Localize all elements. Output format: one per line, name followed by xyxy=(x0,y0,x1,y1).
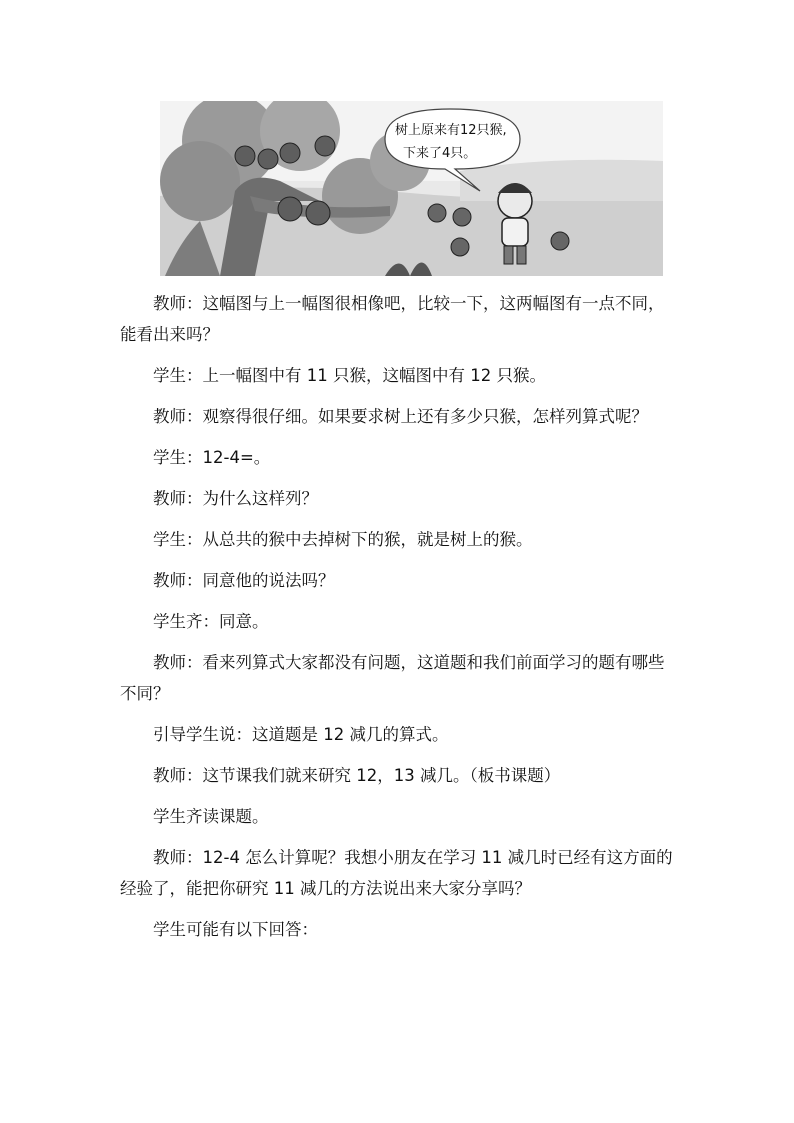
paragraph: 教师：观察得很仔细。如果要求树上还有多少只猴，怎样列算式呢？ xyxy=(153,407,648,426)
paragraph: 教师：为什么这样列？ xyxy=(153,489,318,508)
speech-bubble-line-1: 树上原来有12只猴, xyxy=(395,123,507,138)
paragraph: 学生可能有以下回答： xyxy=(153,920,318,939)
paragraph: 教师：12-4 怎么计算呢？我想小朋友在学习 11 减几时已经有这方面的经验了，能把你研究 11 减几的方法说出来大家分享吗？ xyxy=(120,848,673,898)
paragraph: 学生齐读课题。 xyxy=(153,807,269,826)
paragraph: 学生：从总共的猴中去掉树下的猴，就是树上的猴。 xyxy=(153,530,533,549)
paragraph: 学生：12-4=。 xyxy=(153,448,271,467)
paragraph: 教师：看来列算式大家都没有问题，这道题和我们前面学习的题有哪些不同？ xyxy=(120,653,665,703)
paragraph: 教师：同意他的说法吗？ xyxy=(153,571,335,590)
lesson-text xyxy=(120,288,680,955)
speech-bubble-line-2: 下来了4只。 xyxy=(403,146,477,161)
paragraph: 教师：这节课我们就来研究 12，13 减几。（板书课题） xyxy=(153,766,561,785)
paragraph: 教师：这幅图与上一幅图很相像吧，比较一下，这两幅图有一点不同，能看出来吗？ xyxy=(120,294,665,344)
paragraph: 引导学生说：这道题是 12 减几的算式。 xyxy=(153,725,449,744)
monkeys-tree-illustration xyxy=(160,101,663,276)
paragraph: 学生：上一幅图中有 11 只猴，这幅图中有 12 只猴。 xyxy=(153,366,546,385)
paragraph: 学生齐：同意。 xyxy=(153,612,269,631)
